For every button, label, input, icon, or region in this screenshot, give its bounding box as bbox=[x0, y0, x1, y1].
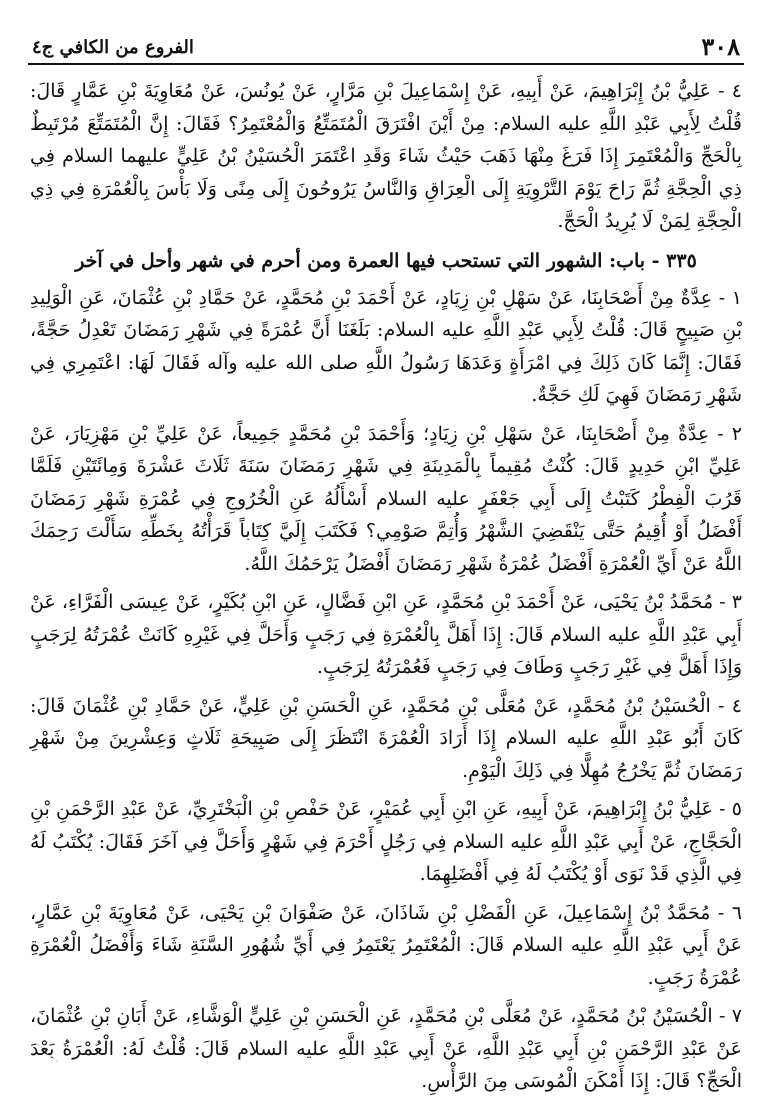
hadith-5: ٥ - عَلِيُّ بْنُ إِبْرَاهِيمَ، عَنْ أَبِيهِ، عَنِ ابْنِ أَبِي عُمَيْرٍ، عَنْ حَفْصِ بْنِ الْبَخْتَرِيِّ، عَنْ عَبْدِ الرَّحْمَنِ بْنِ الْحَجَّاجِ، عَنْ أَبِي عَبْدِ اللَّهِ عليه السلام فِي رَجُلٍ أَحْرَمَ فِي شَهْرٍ وَأَحَلَّ فِي آخَرَ فَقَالَ: يُكْتَبُ لَهُ فِي الَّذِي قَدْ نَوَى أَوْ يُكْتَبُ لَهُ فِي أَفْضَلِهِمَا. bbox=[30, 798, 742, 885]
book-title: الفروع من الكافي ج٤ bbox=[32, 37, 194, 58]
running-header bbox=[28, 30, 744, 65]
book-page bbox=[28, 30, 744, 1104]
chapter-heading: ٣٣٥ - باب: الشهور التي تستحب فيها العمرة ومن أحرم في شهر وأحل في آخر bbox=[75, 249, 697, 272]
hadith-4-previous-chapter: ٤ - عَلِيُّ بْنُ إِبْرَاهِيمَ، عَنْ أَبِيهِ، عَنْ إِسْمَاعِيلَ بْنِ مَرَّارٍ، عَنْ يُونُسَ، عَنْ مُعَاوِيَةَ بْنِ عَمَّارٍ قَالَ: قُلْتُ لِأَبِي عَبْدِ اللَّهِ عليه السلام: مِنْ أَيْنَ افْتَرَقَ الْمُتَمَتِّعُ وَالْمُعْتَمِرُ؟ فَقَالَ: إِنَّ الْمُتَمَتِّعَ مُرْتَبِطٌ بِالْحَجِّ وَالْمُعْتَمِرَ إِذَا فَرَغَ مِنْهَا ذَهَبَ حَيْثُ شَاءَ وَقَدِ اعْتَمَرَ الْحُسَيْنُ بْنُ عَلِيٍّ عليهما السلام فِي ذِي الْحِجَّةِ ثُمَّ رَاحَ يَوْمَ التَّرْوِيَةِ إِلَى الْعِرَاقِ وَالنَّاسُ يَرُوحُونَ إِلَى مِنًى وَلَا بَأْسَ بِالْعُمْرَةِ فِي ذِي الْحِجَّةِ لِمَنْ لَا يُرِيدُ الْحَجَّ. bbox=[30, 80, 742, 232]
page-number: ٣٠٨ bbox=[701, 32, 740, 61]
hadith-1: ١ - عِدَّةٌ مِنْ أَصْحَابِنَا، عَنْ سَهْلِ بْنِ زِيَادٍ، عَنْ أَحْمَدَ بْنِ مُحَمَّدٍ، عَنْ حَمَّادِ بْنِ عُثْمَانَ، عَنِ الْوَلِيدِ بْنِ صَبِيحٍ قَالَ: قُلْتُ لِأَبِي عَبْدِ اللَّهِ عليه السلام: بَلَغَنَا أَنَّ عُمْرَةً فِي شَهْرِ رَمَضَانَ تَعْدِلُ حَجَّةً، فَقَالَ: إِنَّمَا كَانَ ذَلِكَ فِي امْرَأَةٍ وَعَدَهَا رَسُولُ اللَّهِ صلى الله عليه وآله فَقَالَ لَهَا: اعْتَمِرِي فِي شَهْرِ رَمَضَانَ فَهِيَ لَكِ حَجَّةٌ. bbox=[30, 286, 742, 406]
page-content bbox=[28, 75, 744, 1098]
hadith-3: ٣ - مُحَمَّدُ بْنُ يَحْيَى، عَنْ أَحْمَدَ بْنِ مُحَمَّدٍ، عَنِ ابْنِ فَضَّالٍ، عَنِ ابْنِ بُكَيْرٍ، عَنْ عِيسَى الْفَرَّاءِ، عَنْ أَبِي عَبْدِ اللَّهِ عليه السلام قَالَ: إِذَا أَهَلَّ بِالْعُمْرَةِ فِي رَجَبٍ وَأَحَلَّ فِي غَيْرِهِ كَانَتْ عُمْرَتُهُ لِرَجَبٍ وَإِذَا أَهَلَّ فِي غَيْرِ رَجَبٍ وَطَافَ فِي رَجَبٍ فَعُمْرَتُهُ لِرَجَبٍ. bbox=[30, 591, 742, 678]
hadith-4: ٤ - الْحُسَيْنُ بْنُ مُحَمَّدٍ، عَنْ مُعَلَّى بْنِ مُحَمَّدٍ، عَنِ الْحَسَنِ بْنِ عَلِيٍّ، عَنْ حَمَّادِ بْنِ عُثْمَانَ قَالَ: كَانَ أَبُو عَبْدِ اللَّهِ عليه السلام إِذَا أَرَادَ الْعُمْرَةَ انْتَظَرَ إِلَى صَبِيحَةِ ثَلَاثٍ وَعِشْرِينَ مِنْ شَهْرِ رَمَضَانَ ثُمَّ يَخْرُجُ مُهِلًّا فِي ذَلِكَ الْيَوْمِ. bbox=[30, 694, 742, 782]
hadith-2: ٢ - عِدَّةٌ مِنْ أَصْحَابِنَا، عَنْ سَهْلِ بْنِ زِيَادٍ؛ وَأَحْمَدَ بْنِ مُحَمَّدٍ جَمِيعاً، عَنْ عَلِيِّ بْنِ مَهْزِيَارَ، عَنْ عَلِيِّ ابْنِ حَدِيدٍ قَالَ: كُنْتُ مُقِيماً بِالْمَدِينَةِ فِي شَهْرِ رَمَضَانَ سَنَةَ ثَلَاثَ عَشْرَةَ وَمِائَتَيْنِ فَلَمَّا قَرُبَ الْفِطْرُ كَتَبْتُ إِلَى أَبِي جَعْفَرٍ عليه السلام أَسْأَلُهُ عَنِ الْخُرُوجِ فِي عُمْرَةِ شَهْرِ رَمَضَانَ أَفْضَلُ أَوْ أُقِيمُ حَتَّى يَنْقَضِيَ الشَّهْرُ وَأُتِمَّ صَوْمِي؟ فَكَتَبَ إِلَيَّ كِتَاباً قَرَأْتُهُ بِخَطِّهِ سَأَلْتَ رَحِمَكَ اللَّهُ عَنْ أَيِّ الْعُمْرَةِ أَفْضَلُ عُمْرَةُ شَهْرِ رَمَضَانَ أَفْضَلُ يَرْحَمُكَ اللَّهُ. bbox=[30, 422, 742, 575]
scan-smudge-mark bbox=[34, 1040, 64, 1066]
hadith-6: ٦ - مُحَمَّدُ بْنُ إِسْمَاعِيلَ، عَنِ الْفَضْلِ بْنِ شَاذَانَ، عَنْ صَفْوَانَ بْنِ يَحْيَى، عَنْ مُعَاوِيَةَ بْنِ عَمَّارٍ، عَنْ أَبِي عَبْدِ اللَّهِ عليه السلام قَالَ: الْمُعْتَمِرُ يَعْتَمِرُ فِي أَيِّ شُهُورِ السَّنَةِ شَاءَ وَأَفْضَلُ الْعُمْرَةِ عُمْرَةُ رَجَبٍ. bbox=[30, 901, 742, 989]
hadith-7: ٧ - الْحُسَيْنُ بْنُ مُحَمَّدٍ، عَنْ مُعَلَّى بْنِ مُحَمَّدٍ، عَنِ الْحَسَنِ بْنِ عَلِيٍّ الْوَشَّاءِ، عَنْ أَبَانِ بْنِ عُثْمَانَ، عَنْ عَبْدِ الرَّحْمَنِ بْنِ أَبِي عَبْدِ اللَّهِ، عَنْ أَبِي عَبْدِ اللَّهِ عليه السلام قَالَ: قُلْتُ لَهُ: الْعُمْرَةُ بَعْدَ الْحَجِّ؟ قَالَ: إِذَا أَمْكَنَ الْمُوسَى مِنَ الرَّأْسِ. bbox=[30, 1005, 742, 1092]
